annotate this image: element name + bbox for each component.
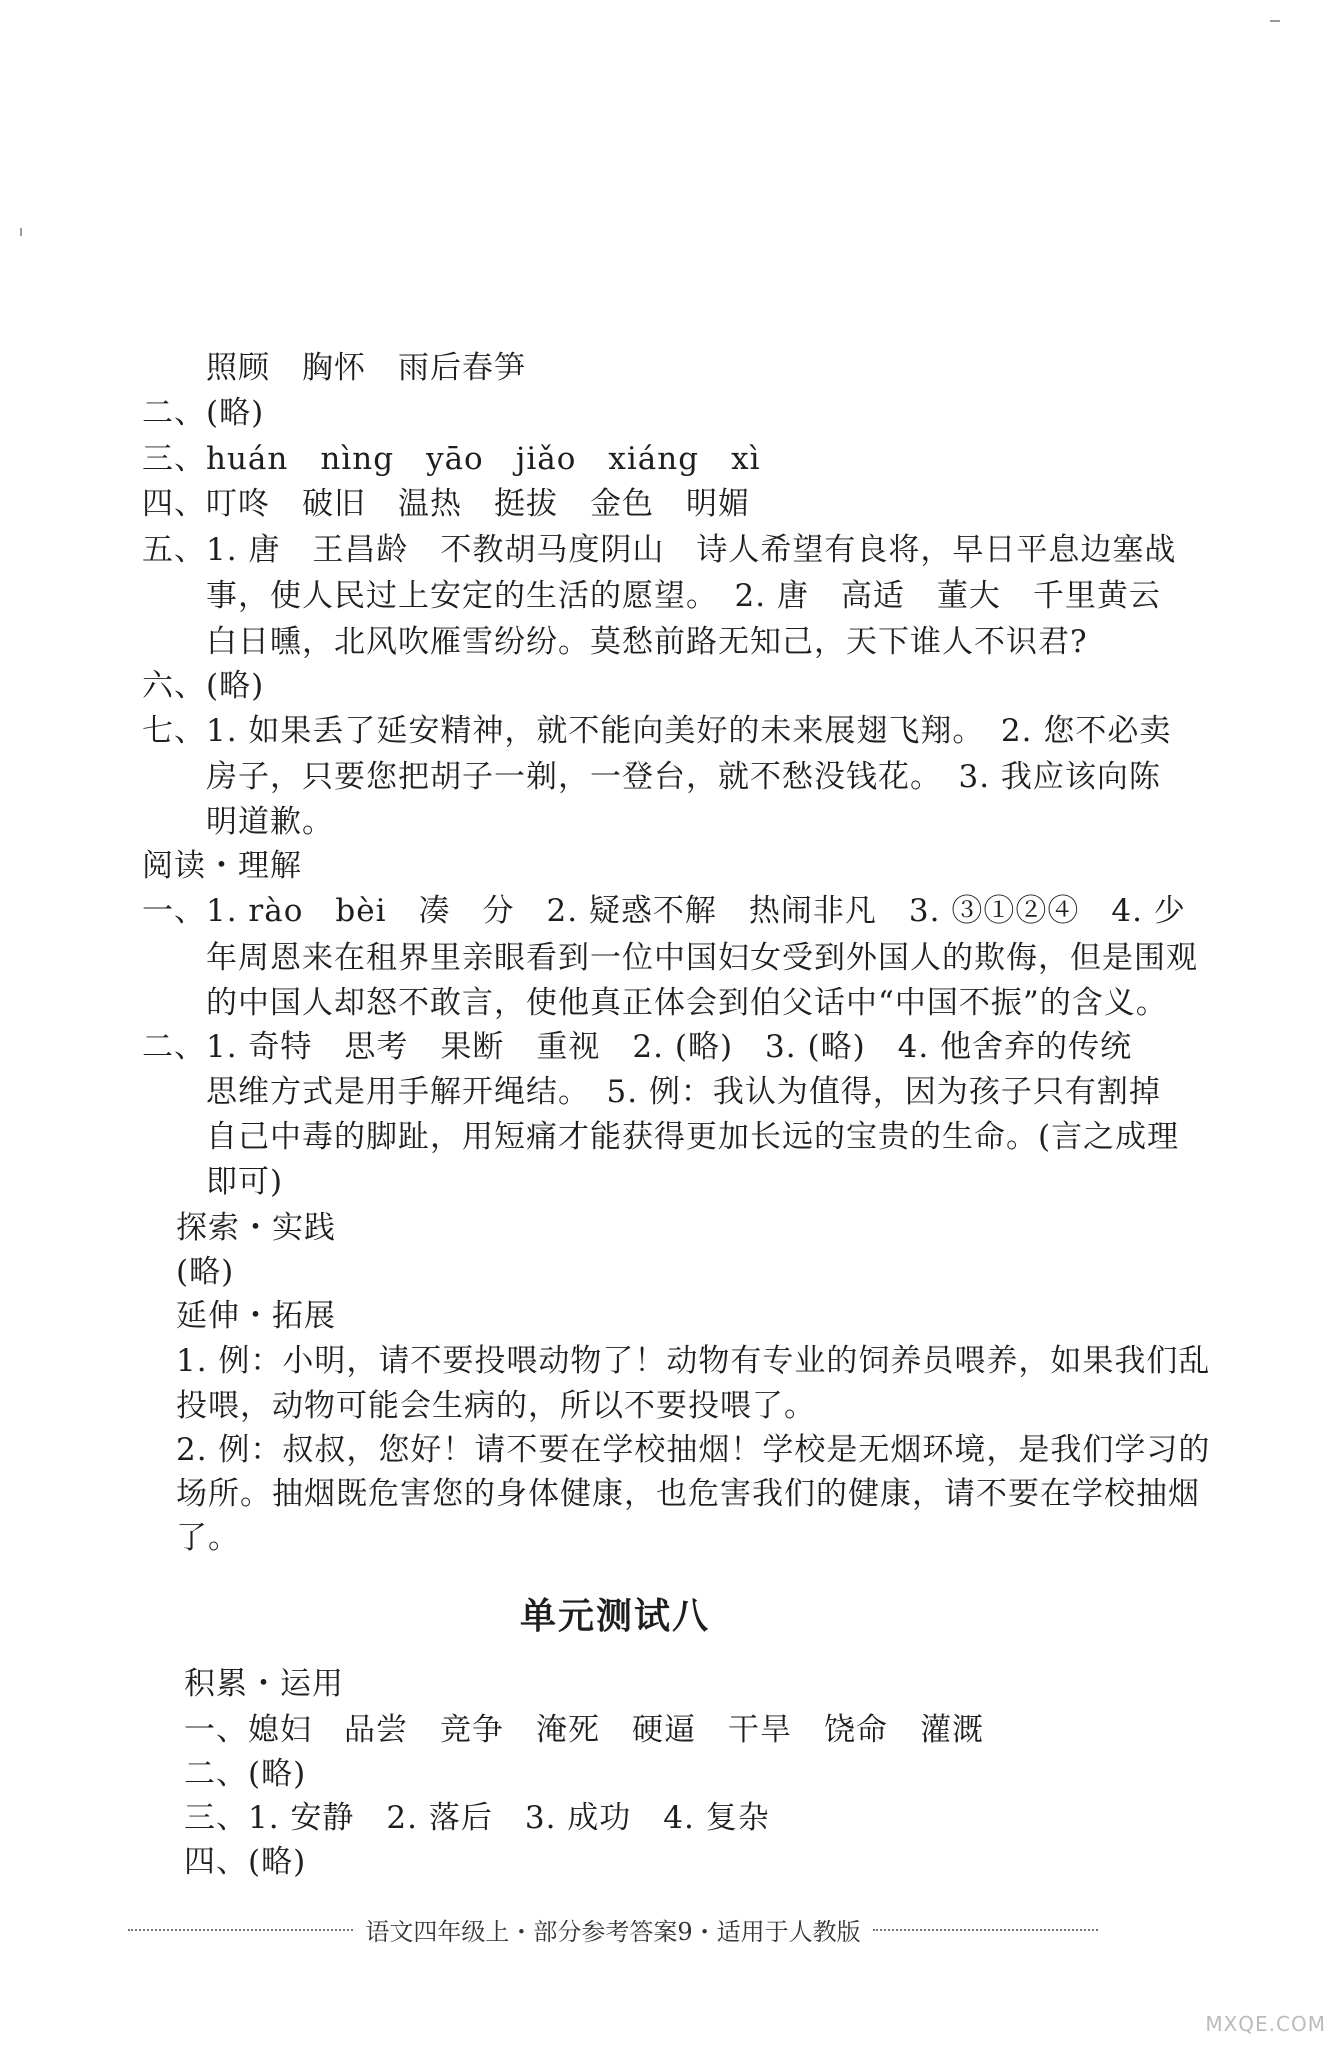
section-label: 积累・运用 bbox=[184, 1666, 344, 1702]
text-line: 了。 bbox=[176, 1520, 240, 1556]
text-line: 思维方式是用手解开绳结。 5. 例：我认为值得，因为孩子只有割掉 bbox=[206, 1074, 1161, 1110]
footer-rule bbox=[128, 1929, 353, 1931]
footer-rule bbox=[873, 1929, 1098, 1931]
text-line: 一、1. rào bèi 凑 分 2. 疑惑不解 热闹非凡 3. ③①②④ 4. 少 bbox=[142, 893, 1186, 929]
section-label: 阅读・理解 bbox=[142, 848, 302, 884]
text-line: 的中国人却怒不敢言，使他真正体会到伯父话中“中国不振”的含义。 bbox=[206, 985, 1168, 1021]
text-line: 场所。抽烟既危害您的身体健康，也危害我们的健康，请不要在学校抽烟 bbox=[176, 1476, 1200, 1512]
text-line: 自己中毒的脚趾，用短痛才能获得更加长远的宝贵的生命。(言之成理 bbox=[206, 1119, 1180, 1155]
text-line: 四、叮咚 破旧 温热 挺拔 金色 明媚 bbox=[142, 486, 750, 522]
scan-mark bbox=[20, 228, 22, 236]
text-line: 二、(略) bbox=[184, 1756, 307, 1792]
text-line: 年周恩来在租界里亲眼看到一位中国妇女受到外国人的欺侮，但是围观 bbox=[206, 940, 1198, 976]
watermark-stamp: MXQE.COM bbox=[1205, 2012, 1326, 2036]
page-footer bbox=[128, 1912, 1098, 1947]
text-line: 四、(略) bbox=[184, 1844, 307, 1880]
text-line: 一、媳妇 品尝 竞争 淹死 硬逼 干旱 饶命 灌溉 bbox=[184, 1712, 984, 1748]
text-line: 五、1. 唐 王昌龄 不教胡马度阴山 诗人希望有良将，早日平息边塞战 bbox=[142, 532, 1177, 568]
text-line: 六、(略) bbox=[142, 668, 265, 704]
text-line: 二、1. 奇特 思考 果断 重视 2. (略) 3. (略) 4. 他舍弃的传统 bbox=[142, 1029, 1133, 1065]
section-label: 延伸・拓展 bbox=[176, 1298, 336, 1334]
text-line: (略) bbox=[176, 1254, 235, 1290]
text-line: 1. 例：小明，请不要投喂动物了！动物有专业的饲养员喂养，如果我们乱 bbox=[176, 1343, 1211, 1379]
text-line: 七、1. 如果丢了延安精神，就不能向美好的未来展翅飞翔。 2. 您不必卖 bbox=[142, 713, 1172, 749]
text-line: 明道歉。 bbox=[206, 804, 334, 840]
text-line: 2. 例：叔叔，您好！请不要在学校抽烟！学校是无烟环境，是我们学习的 bbox=[176, 1432, 1211, 1468]
text-line: 三、1. 安静 2. 落后 3. 成功 4. 复杂 bbox=[184, 1800, 770, 1836]
footer-text: 语文四年级上・部分参考答案9・适用于人教版 bbox=[365, 1918, 861, 1946]
section-heading: 单元测试八 bbox=[519, 1596, 710, 1637]
text-line: 白日曛，北风吹雁雪纷纷。莫愁前路无知己，天下谁人不识君? bbox=[206, 624, 1088, 660]
text-line: 即可) bbox=[206, 1164, 284, 1200]
text-line: 三、huán nìng yāo jiǎo xiáng xì bbox=[142, 441, 761, 477]
text-line: 二、(略) bbox=[142, 395, 265, 431]
scan-mark bbox=[1270, 20, 1280, 22]
text-line: 房子，只要您把胡子一剃，一登台，就不愁没钱花。 3. 我应该向陈 bbox=[206, 759, 1161, 795]
text-line: 照顾 胸怀 雨后春笋 bbox=[206, 350, 526, 386]
section-label: 探索・实践 bbox=[176, 1210, 336, 1246]
text-line: 事，使人民过上安定的生活的愿望。 2. 唐 高适 董大 千里黄云 bbox=[206, 578, 1161, 614]
text-line: 投喂，动物可能会生病的，所以不要投喂了。 bbox=[176, 1388, 816, 1424]
